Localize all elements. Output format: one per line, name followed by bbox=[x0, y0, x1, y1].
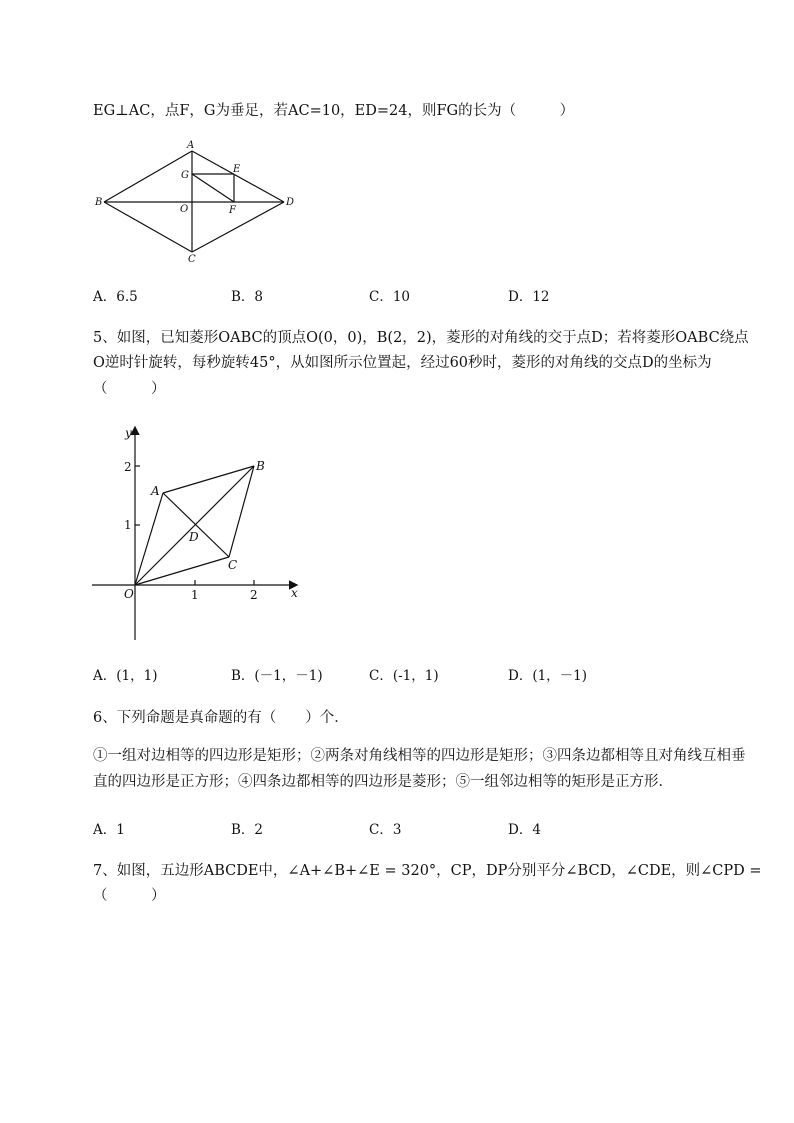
side-CD bbox=[192, 202, 284, 252]
label-D: D bbox=[286, 197, 295, 208]
label-O: O bbox=[180, 204, 189, 215]
tick-label-y2: 2 bbox=[124, 460, 132, 474]
q5-option-d[interactable]: D．(1，－1) bbox=[508, 668, 588, 684]
q4-option-b[interactable]: B．8 bbox=[231, 289, 264, 305]
q6-option-c[interactable]: C．3 bbox=[369, 822, 402, 838]
q5-option-a[interactable]: A．(1，1) bbox=[93, 668, 158, 684]
side-BC bbox=[104, 202, 192, 252]
q4-rhombus-figure bbox=[88, 138, 308, 264]
q5-stem-line3: （ ） bbox=[93, 381, 166, 397]
side-BC bbox=[229, 466, 254, 557]
axis-label-x: x bbox=[291, 586, 298, 600]
label-B: B bbox=[95, 197, 103, 208]
q5-coordinate-figure bbox=[88, 420, 308, 645]
label-C: C bbox=[188, 254, 196, 264]
q5-stem-line1: 5、如图，已知菱形OABC的顶点O(0，0)，B(2，2)，菱形的对角线的交于点D；若将菱形OABC绕点 bbox=[93, 330, 749, 346]
label-D: D bbox=[189, 530, 199, 544]
label-B: B bbox=[256, 459, 265, 473]
label-F: F bbox=[229, 205, 236, 216]
segment-FG bbox=[192, 174, 234, 202]
q4-option-c[interactable]: C．10 bbox=[369, 289, 411, 305]
side-AB bbox=[104, 151, 192, 202]
q6-option-a[interactable]: A．1 bbox=[93, 822, 125, 838]
label-A: A bbox=[187, 140, 195, 151]
q7-stem-line2: （ ） bbox=[93, 888, 166, 904]
q6-option-d[interactable]: D．4 bbox=[508, 822, 541, 838]
q4-stem-tail: EG⊥AC，点F，G为垂足，若AC=10，ED=24，则FG的长为（ ） bbox=[93, 103, 575, 119]
tick-label-x2: 2 bbox=[250, 588, 258, 602]
q6-stem: 6、下列命题是真命题的有（ ）个． bbox=[93, 710, 349, 726]
label-C: C bbox=[228, 558, 238, 572]
tick-label-y1: 1 bbox=[124, 518, 132, 532]
q5-stem-line2: O逆时针旋转，每秒旋转45°，从如图所示位置起，经过60秒时，菱形的对角线的交点D的坐标为 bbox=[93, 355, 712, 371]
label-E: E bbox=[233, 164, 241, 175]
label-O: O bbox=[124, 587, 134, 601]
q5-option-b[interactable]: B．(－1，－1) bbox=[231, 668, 323, 684]
q7-stem-line1: 7、如图，五边形ABCDE中，∠A+∠B+∠E = 320°，CP，DP分别平分∠BCD，∠CDE，则∠CPD = bbox=[93, 863, 762, 879]
label-A: A bbox=[151, 484, 160, 498]
tick-label-x1: 1 bbox=[191, 588, 199, 602]
q4-option-d[interactable]: D．12 bbox=[508, 289, 550, 305]
q4-option-a[interactable]: A．6.5 bbox=[93, 289, 138, 305]
axis-label-y: y bbox=[125, 426, 132, 440]
q6-statements: ①一组对边相等的四边形是矩形；②两条对角线相等的四边形是矩形；③四条边都相等且对角线互相垂直的四边形是正方形；④四条边都相等的四边形是菱形；⑤一组邻边相等的矩形是正方形． bbox=[93, 748, 746, 790]
q5-option-c[interactable]: C．(-1，1) bbox=[369, 668, 439, 684]
q6-option-b[interactable]: B．2 bbox=[231, 822, 264, 838]
side-AD bbox=[192, 151, 284, 202]
label-G: G bbox=[181, 170, 189, 181]
